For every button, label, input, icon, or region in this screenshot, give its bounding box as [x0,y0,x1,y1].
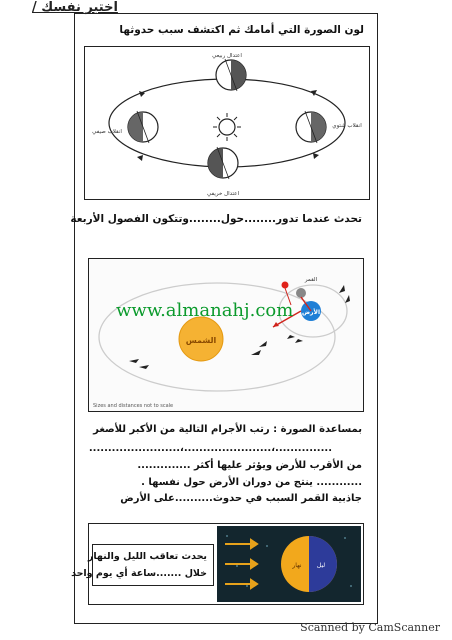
earth-top-icon [216,59,246,91]
question-closest: من الأقرب للأرض ويؤثر عليها أكثر .............. [137,460,362,471]
earth-left-icon [128,111,158,143]
night-label: ليل [316,562,326,569]
earth-label: الأرض [301,309,321,316]
day-night-text-box [71,544,214,586]
seasons-diagram [84,46,370,200]
day-night-text1: يحدث تعاقب الليل والنهار [87,551,207,562]
question-four-seasons: تحدث عندما تدور........حول........وتتكون الفصول الأربعة [70,213,362,225]
day-night-illustration [217,526,361,602]
day-label: نهار [292,562,302,569]
page-header: اختبر نفسك / [32,0,118,15]
question-gravity: جاذبية القمر السبب في حدوث..........على الأرض [120,493,362,504]
moon-label: القمر [304,277,318,283]
sun-earth-moon-diagram [88,258,364,412]
question-rotation: ............ ينتج من دوران الأرض حول نفسها . [141,477,362,488]
question-order: بمساعدة الصورة : رتب الأجرام التالية من الأكبر للأصغر [93,424,362,435]
sun-icon [213,113,241,141]
label-spring-equinox: اعتدال ربيعي [212,53,242,59]
scale-caption: Sizes and distances not to scale [93,403,174,409]
seasons-orbit-svg [85,47,369,199]
moon-position-marker [282,282,289,289]
orbit-arrow-icon [137,155,143,161]
orbit-direction-arrows [129,285,350,369]
earth-right-icon [296,111,326,143]
scanner-footer: Scanned by CamScanner [300,621,440,634]
watermark: www.almanahj.com [116,300,294,321]
label-winter-solstice: انقلاب شتوي [332,123,362,129]
orbit-arrow-icon [313,153,319,159]
earth-bottom-icon [208,147,238,179]
sun-earth-moon-svg [89,259,363,411]
day-night-box [71,523,364,605]
question-blanks: ........................،.......................،............... [88,443,332,454]
section1-instruction: لون الصورة التي أمامك ثم اكتشف سبب حدوثها [119,24,364,36]
label-autumn-equinox: اعتدال خريفي [207,191,239,197]
day-night-text2: خلال .......ساعة أي يوم واحد [71,568,207,579]
moon-body-icon [296,288,306,298]
label-summer-solstice: انقلاب صيفي [92,129,122,135]
sun-label: الشمس [185,336,217,345]
